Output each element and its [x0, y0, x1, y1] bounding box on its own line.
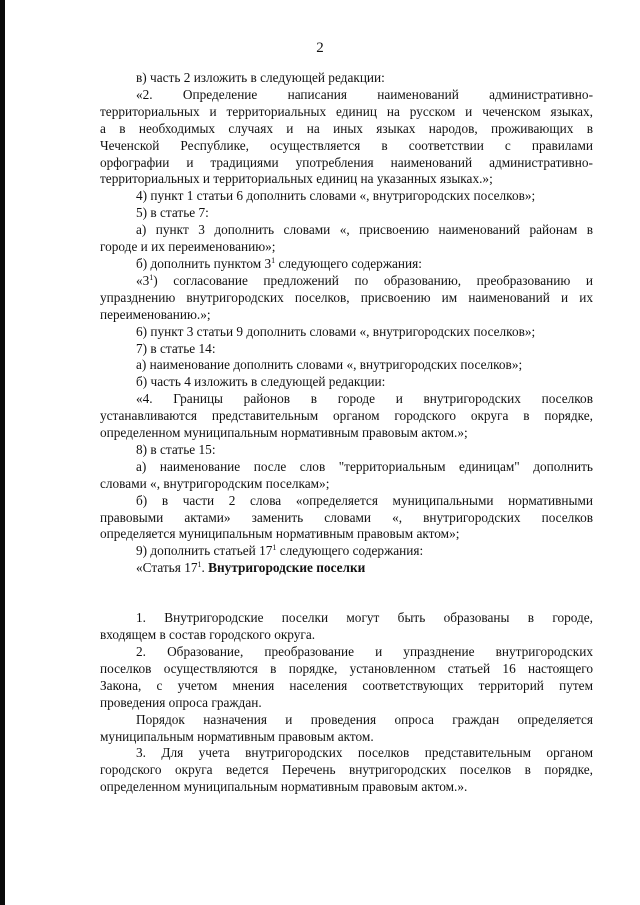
paragraph-item5b: б) дополнить пунктом $3^1$ следующего содержания: — [136, 255, 422, 271]
text-line: городе и их переименованию»; — [100, 239, 276, 255]
paragraph-article17-1-part1 — [100, 610, 593, 644]
text-line: а) наименование после слов "территориальным единицам" дополнить — [136, 458, 593, 474]
paragraph-item7: 7) в статье 14: — [136, 340, 216, 356]
paragraph-item8: 8) в статье 15: — [136, 441, 216, 457]
text-line: 1. Внутригородские поселки могут быть образованы в городе, — [136, 610, 593, 626]
scan-edge — [0, 0, 5, 905]
text-line: словами «, внутригородским поселкам»; — [100, 475, 330, 491]
superscript: 1 — [149, 272, 154, 282]
text-line: территориальных и территориальных единиц на русском и чеченском языках, — [100, 103, 593, 119]
text-line: проведения опроса граждан. — [100, 694, 262, 710]
text-line: «$3^1$) согласование предложений по образованию, преобразованию и — [136, 272, 593, 288]
paragraph-article2-text — [100, 87, 593, 188]
superscript: 1 — [272, 543, 277, 553]
paragraph-item6: 6) пункт 3 статьи 9 дополнить словами «, внутригородских поселков»; — [136, 323, 536, 339]
paragraph-survey-order — [100, 712, 593, 746]
article-title: Внутригородские поселки — [208, 560, 366, 576]
paragraph-item7b: б) часть 4 изложить в следующей редакции: — [136, 374, 386, 390]
text-line: поселков осуществляются в порядке, установленном статьей 16 настоящего — [100, 660, 593, 676]
paragraph-article14-part4 — [100, 391, 593, 442]
text-line: устанавливаются представительным органом городского округа в порядке, — [100, 408, 593, 424]
superscript: 1 — [271, 255, 276, 265]
text-line: входящем в состав городского округа. — [100, 627, 316, 643]
text-line: орфографии и традициями употребления наименований административно- — [100, 154, 593, 170]
text-line: а в необходимых случаях и на иных языках народов, проживающих в — [100, 120, 593, 136]
text-line: городского округа ведется Перечень внутригородских поселков в порядке, — [100, 762, 593, 778]
text-line: определенном муниципальным нормативным правовым актом.»; — [100, 425, 468, 441]
text-line: 2. Образование, преобразование и упразднение внутригородских — [136, 644, 593, 659]
document-body — [100, 70, 593, 796]
paragraph-item5: 5) в статье 7: — [136, 205, 209, 221]
article-17-1-heading: «Статья $17^1$. Внутригородские поселки — [136, 560, 366, 576]
text-line: переименованию.»; — [100, 306, 211, 322]
text-line: муниципальным нормативным правовым актом. — [100, 728, 374, 744]
paragraph-item4: 4) пункт 1 статьи 6 дополнить словами «, внутригородских поселков»; — [136, 188, 536, 204]
text-line: Порядок назначения и проведения опроса граждан определяется — [136, 711, 593, 727]
paragraph-point3-1 — [100, 273, 593, 324]
superscript: 1 — [197, 560, 202, 570]
text-line: «4. Границы районов в городе и внутригородских поселков — [136, 391, 593, 407]
paragraph-item8a — [100, 459, 593, 493]
paragraph-article17-1-part3 — [100, 745, 593, 796]
text-line: территориальных и территориальных единиц на указанных языках.»; — [100, 171, 493, 187]
text-line: упразднению внутригородских поселков, присвоению им наименований и их — [100, 289, 593, 305]
text-line: Чеченской Республике, осуществляется в соответствии с правилами — [100, 137, 593, 153]
paragraph-article17-1-part2 — [100, 644, 593, 712]
text-line: Закона, с учетом мнения населения соответствующих территорий путем — [100, 677, 593, 693]
page-number: 2 — [316, 40, 324, 56]
text-line: правовыми актами» заменить словами «, внутригородских поселков — [100, 509, 593, 525]
paragraph-item9: 9) дополнить статьей $17^1$ следующего содержания: — [136, 543, 424, 559]
blank-gap — [100, 577, 593, 610]
paragraph-item7a: а) наименование дополнить словами «, внутригородских поселков»; — [136, 357, 523, 373]
text-line: определяется муниципальным нормативным правовым актом»; — [100, 526, 460, 542]
paragraph-item5a — [100, 222, 593, 256]
paragraph-item8b — [100, 493, 593, 544]
text-line: 3. Для учета внутригородских поселков представительным органом — [136, 745, 593, 761]
text-line: б) в части 2 слова «определяется муниципальными нормативными — [136, 492, 593, 508]
text-line: «2. Определение написания наименований административно- — [136, 86, 593, 102]
text-line: а) пункт 3 дополнить словами «, присвоению наименований районам в — [136, 222, 593, 238]
text-line: определенном муниципальным нормативным правовым актом.». — [100, 779, 468, 795]
paragraph-part2-intro: в) часть 2 изложить в следующей редакции: — [136, 70, 385, 85]
